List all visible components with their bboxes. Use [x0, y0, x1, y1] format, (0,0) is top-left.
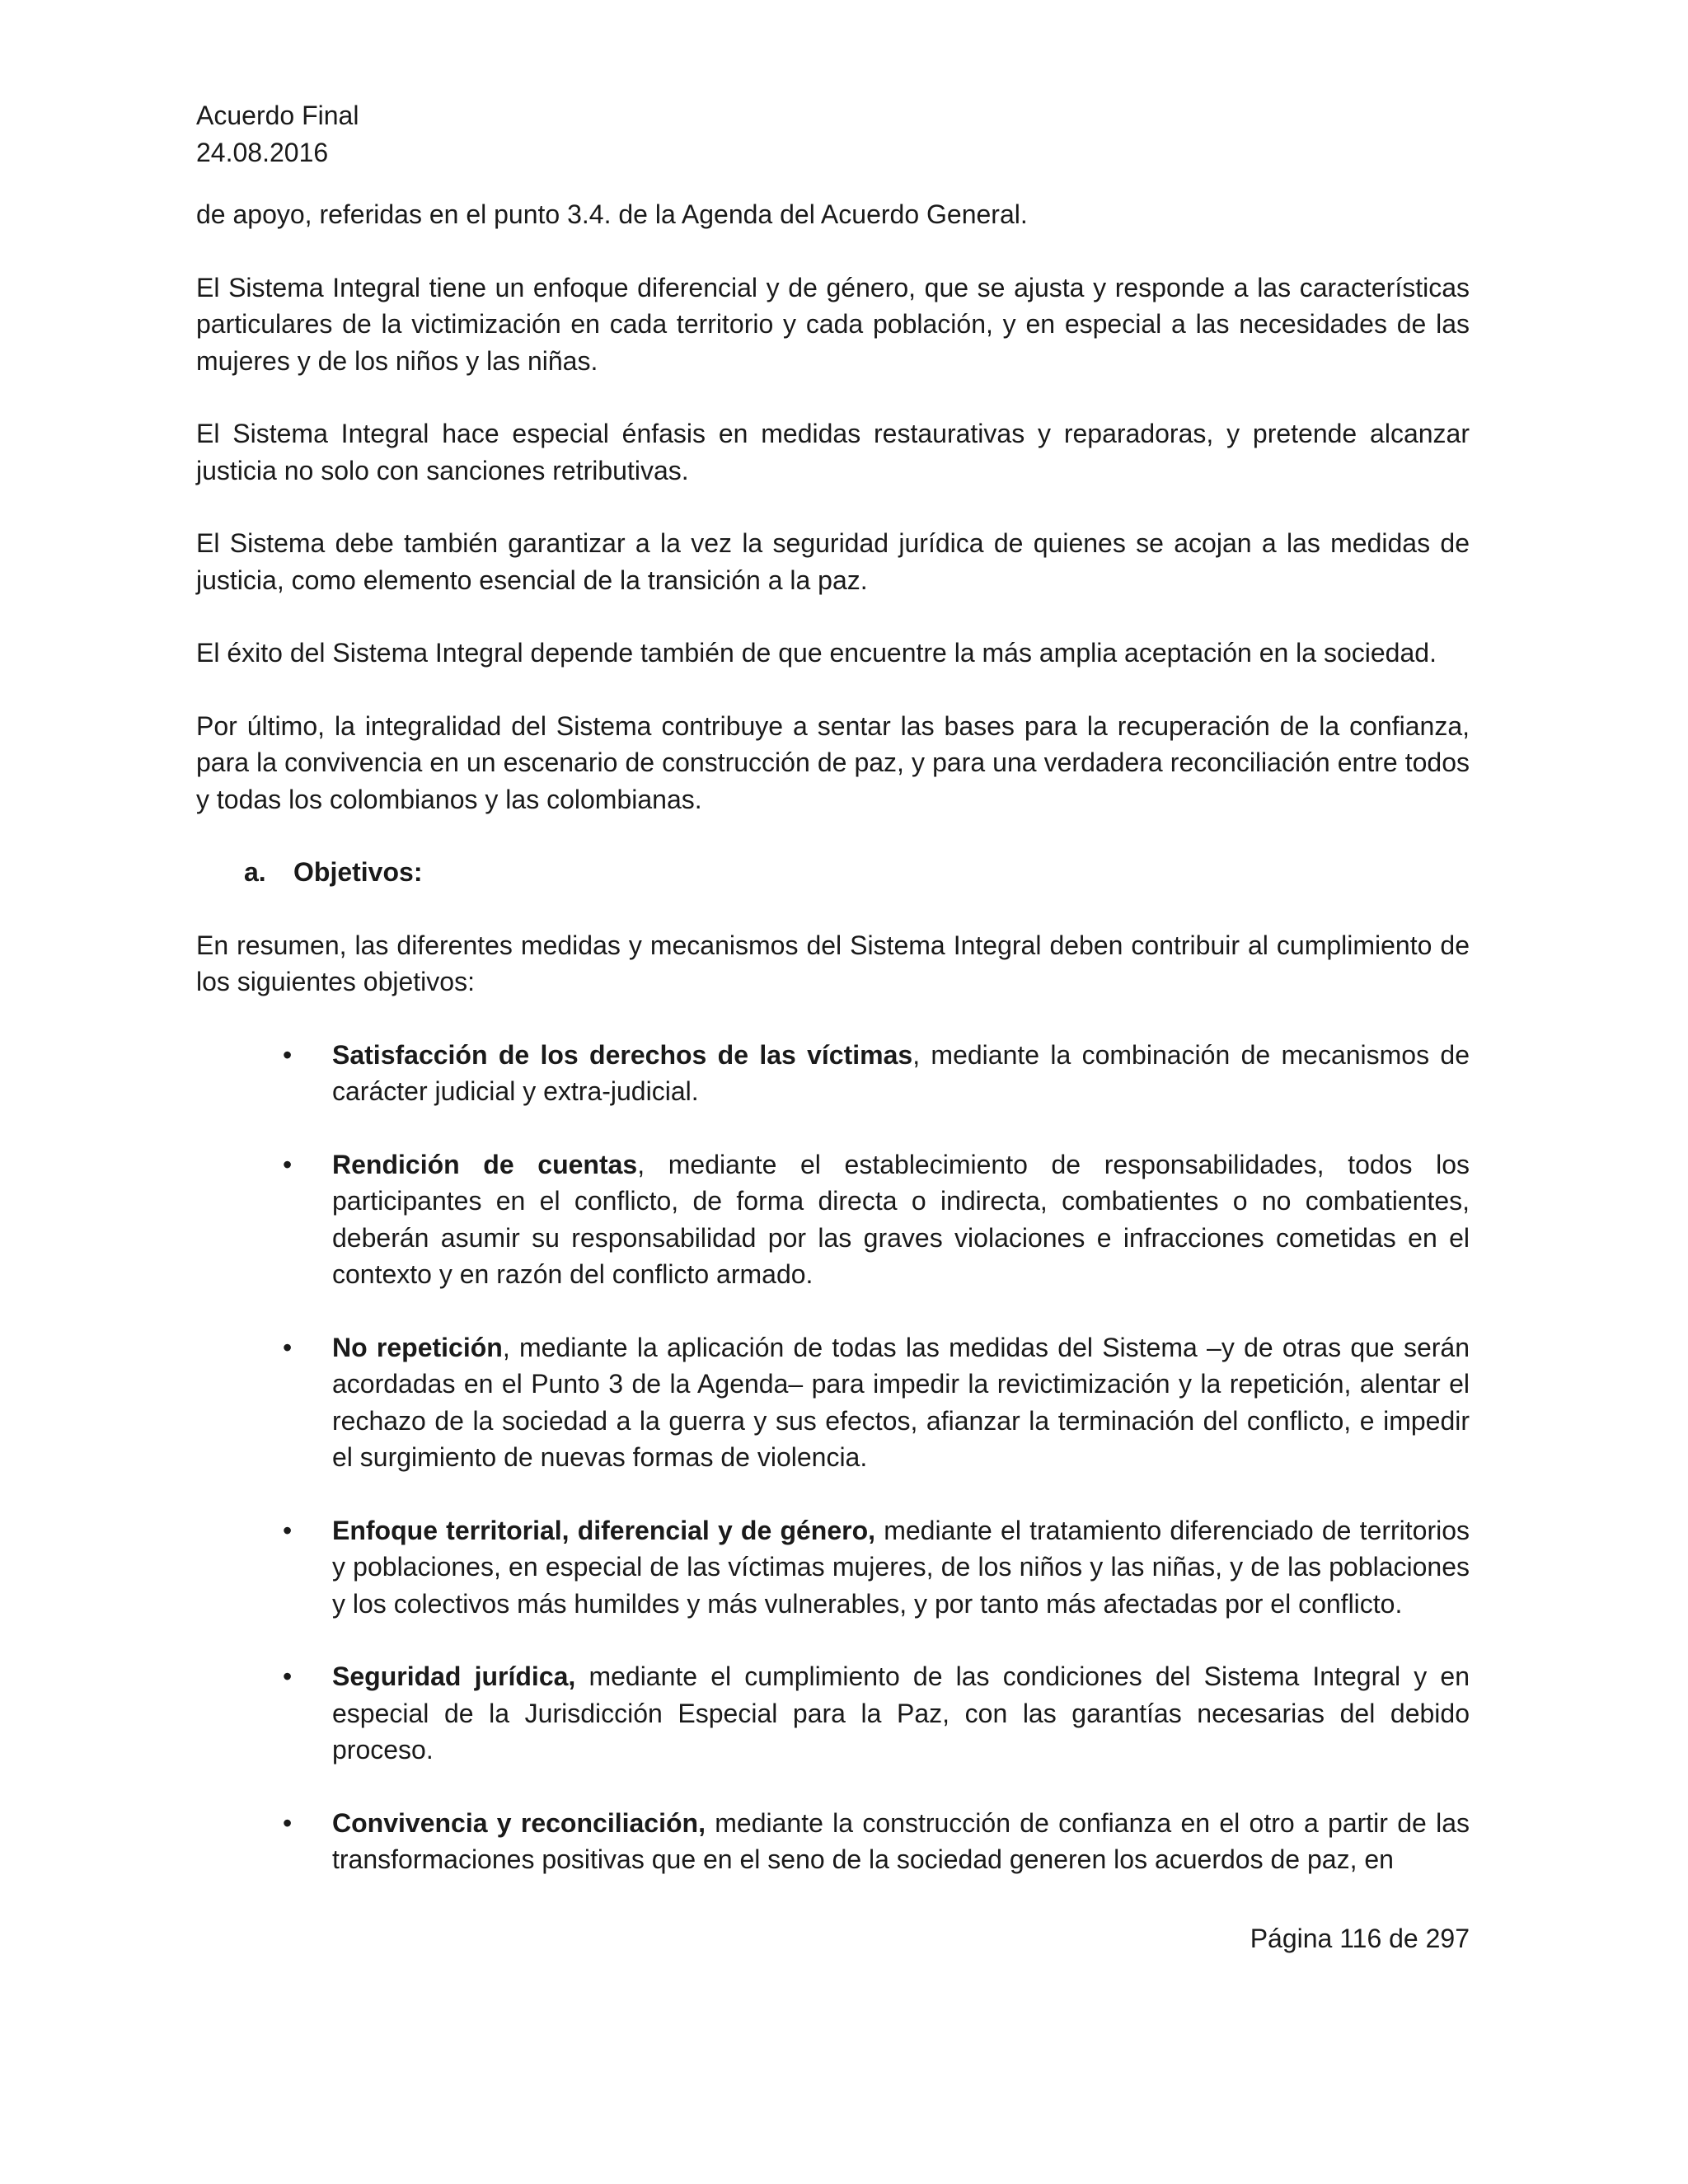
bullet-lead: Convivencia y reconciliación, — [332, 1807, 706, 1838]
objectives-intro: En resumen, las diferentes medidas y mecanismos del Sistema Integral deben contribuir al cumplimiento de los siguientes objetivos: — [196, 930, 1470, 996]
paragraph-1: de apoyo, referidas en el punto 3.4. de la Agenda del Acuerdo General. — [196, 199, 1028, 229]
objectives-list — [196, 1037, 1470, 1878]
paragraph-5: El éxito del Sistema Integral depende también de que encuentre la más amplia aceptación en la sociedad. — [196, 638, 1437, 668]
section-title: Objetivos: — [293, 857, 423, 887]
paragraph-3: El Sistema Integral hace especial énfasis en medidas restaurativas y reparadoras, y pretende alcanzar justicia no solo con sanciones retributivas. — [196, 419, 1470, 485]
header-title: Acuerdo Final — [196, 101, 359, 130]
header-date: 24.08.2016 — [196, 138, 329, 167]
paragraph-6: Por último, la integralidad del Sistema contribuye a sentar las bases para la recuperación de la confianza, para la convivencia en un escenario de construcción de paz, y para una verdadera reconciliación entre todos y todas los colombianos y las colombianas. — [196, 710, 1470, 814]
list-item — [283, 1658, 1470, 1769]
bullet-lead: No repetición — [332, 1332, 503, 1362]
document-body — [196, 196, 1470, 1915]
bullet-icon: • — [283, 1039, 293, 1070]
bullet-icon: • — [283, 1149, 293, 1179]
bullet-text: mediante el cumplimiento de las condiciones del Sistema Integral y en especial de la Jurisdicción Especial para la Paz, con las garantías necesarias del debido proceso. — [332, 1661, 1470, 1765]
bullet-text: , mediante la combinación de mecanismos de carácter judicial y extra-judicial. — [332, 1039, 1470, 1106]
bullet-icon: • — [283, 1661, 293, 1691]
bullet-text: , mediante la aplicación de todas las medidas del Sistema –y de otras que serán acordadas en el Punto 3 de la Agenda– para impedir la revictimización y la repetición, alentar el rechazo de la sociedad a la guerra y sus efectos, afianzar la terminación del conflicto, e impedir el surgimiento de nuevas formas de violencia. — [332, 1332, 1470, 1472]
paragraph-2: El Sistema Integral tiene un enfoque diferencial y de género, que se ajusta y responde a las características particulares de la victimización en cada territorio y cada población, y en especial a las necesidades de las mujeres y de los niños y las niñas. — [196, 272, 1470, 376]
page-header — [196, 97, 359, 171]
bullet-text: mediante la construcción de confianza en el otro a partir de las transformaciones positivas que en el seno de la sociedad generen los acuerdos de paz, en — [332, 1807, 1470, 1874]
list-item — [283, 1037, 1470, 1110]
list-item — [283, 1805, 1470, 1878]
bullet-lead: Enfoque territorial, diferencial y de género, — [332, 1515, 876, 1545]
section-marker: a. — [244, 857, 266, 887]
bullet-lead: Satisfacción de los derechos de las víctimas — [332, 1039, 913, 1070]
list-item — [283, 1329, 1470, 1476]
bullet-text: mediante el tratamiento diferenciado de territorios y poblaciones, en especial de las víctimas mujeres, de los niños y las niñas, y de las poblaciones y los colectivos más humildes y más vulnerables, y por tanto más afectadas por el conflicto. — [332, 1515, 1470, 1619]
list-item — [283, 1512, 1470, 1623]
bullet-text: , mediante el establecimiento de responsabilidades, todos los participantes en el conflicto, de forma directa o indirecta, combatientes o no combatientes, deberán asumir su responsabilidad por las graves violaciones e infracciones cometidas en el contexto y en razón del conflicto armado. — [332, 1149, 1470, 1289]
paragraph-4: El Sistema debe también garantizar a la vez la seguridad jurídica de quienes se acojan a las medidas de justicia, como elemento esencial de la transición a la paz. — [196, 528, 1470, 595]
bullet-icon: • — [283, 1332, 293, 1362]
section-heading — [196, 854, 1470, 891]
bullet-icon: • — [283, 1515, 293, 1545]
list-item — [283, 1146, 1470, 1293]
page-number: Página 116 de 297 — [1250, 1924, 1470, 1953]
bullet-lead: Seguridad jurídica, — [332, 1661, 576, 1691]
bullet-lead: Rendición de cuentas — [332, 1149, 638, 1179]
bullet-icon: • — [283, 1807, 293, 1838]
